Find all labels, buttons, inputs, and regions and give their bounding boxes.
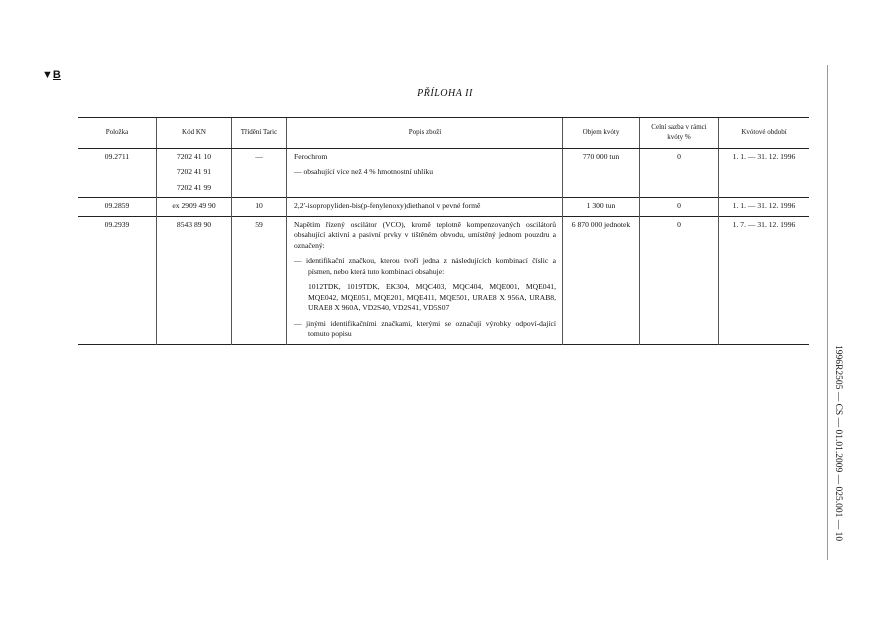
margin-rule	[827, 65, 828, 560]
table-row	[78, 149, 809, 198]
cell-period: 1. 1. — 31. 12. 1996	[719, 149, 810, 198]
annex-title: PŘÍLOHA II	[417, 88, 473, 99]
cell-item: 09.2939	[104, 219, 130, 229]
amendment-marker	[42, 69, 61, 81]
header-cn-code: Kód KN	[157, 118, 232, 149]
cell-cn-code	[157, 149, 232, 198]
cn-code-line: 7202 41 99	[176, 182, 212, 192]
description-indent: — obsahující více než 4 % hmotnostní uhlíku	[294, 167, 433, 177]
document-reference: 1996R2505 — CS — 01.01.2009 — 025.001 — 10	[833, 345, 843, 542]
cell-item: 09.2859	[104, 201, 130, 211]
table-header-row	[78, 118, 809, 149]
table-row	[78, 216, 809, 344]
cell-cn-code: ex 2909 49 90	[157, 198, 232, 216]
cell-volume: 770 000 tun	[563, 149, 640, 198]
cell-duty: 0	[640, 198, 719, 216]
cell-volume: 1 300 tun	[563, 198, 640, 216]
description-main: Napětím řízený oscilátor (VCO), kromě teplotně kompenzovaných oscilátorů obsahující aktivní a pasivní prvky v tištěném obvodu, umístěný jednom pouzdru a označený:	[294, 219, 556, 250]
header-period: Kvótové období	[719, 118, 810, 149]
cell-taric: 59	[232, 216, 287, 344]
triangle-down-icon: ▼	[42, 69, 53, 81]
description-codes: 1012TDK, 1019TDK, EK304, MQC403, MQC404, MQE001, MQE041, MQE042, MQE051, MQE201, MQE411, MQE501, URAE8 X 956A, URAB8, URAE8 X 960A, VD2S40, VD2S41, VD5S07	[308, 282, 556, 313]
cell-period: 1. 1. — 31. 12. 1996	[719, 198, 810, 216]
cell-taric: —	[232, 149, 287, 198]
description-main: Ferochrom	[294, 152, 328, 161]
header-item: Položka	[78, 118, 157, 149]
cell-description: 2,2′-isopropyliden-bis(p-fenylenoxy)diethanol v pevné formě	[287, 198, 563, 216]
cell-cn-code: 8543 89 90	[157, 216, 232, 344]
cell-duty: 0	[640, 149, 719, 198]
cn-code-line: 7202 41 91	[176, 167, 212, 177]
cell-taric: 10	[232, 198, 287, 216]
quota-table	[78, 117, 809, 345]
header-taric: Třídění Taric	[232, 118, 287, 149]
cell-item: 09.2711	[104, 152, 130, 161]
cell-description	[287, 149, 563, 198]
cell-volume: 6 870 000 jednotek	[563, 216, 640, 344]
header-volume: Objem kvóty	[563, 118, 640, 149]
cell-description	[287, 216, 563, 344]
marker-letter: B	[52, 69, 61, 81]
cell-period: 1. 7. — 31. 12. 1996	[719, 216, 810, 344]
header-duty: Celní sazba v rámci kvóty %	[640, 118, 719, 149]
description-indent: — identifikační značkou, kterou tvoří jedna z následujících kombinací číslic a písmen, nebo která tuto kombinaci obsahuje:	[294, 256, 556, 276]
table-row	[78, 198, 809, 216]
cn-code-line: 7202 41 10	[176, 152, 212, 161]
cell-duty: 0	[640, 216, 719, 344]
description-indent: — jinými identifikačními značkami, kterými se označují výrobky odpoví-dající tomuto popisu	[294, 318, 556, 339]
header-description: Popis zboží	[287, 118, 563, 149]
